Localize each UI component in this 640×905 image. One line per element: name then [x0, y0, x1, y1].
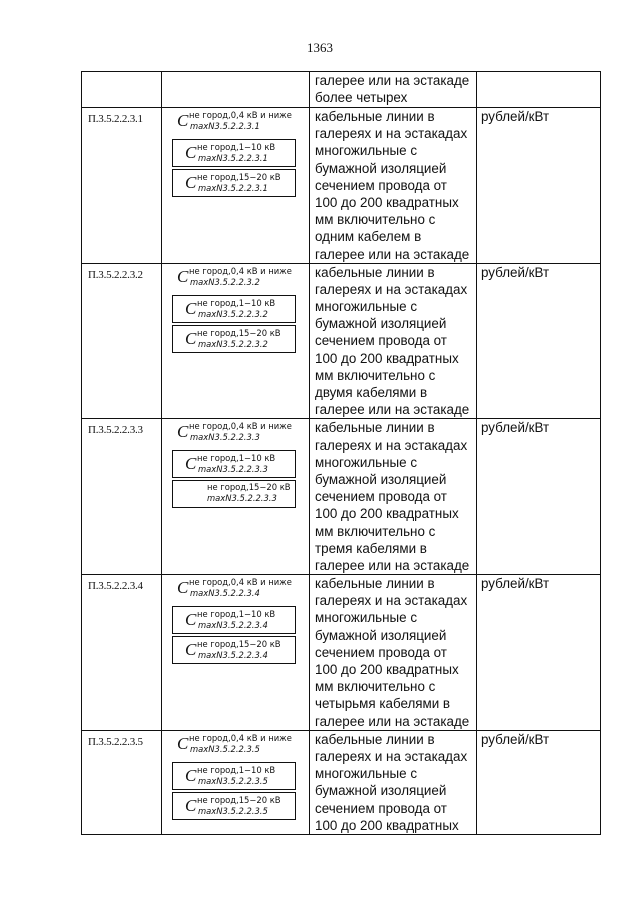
- formula-superscript: не город,15−20 кВ: [197, 794, 281, 805]
- description-line: мм включительно с: [315, 679, 436, 695]
- description-line: галерее или на эстакаде: [315, 402, 470, 418]
- description-line: многожильные с: [315, 143, 418, 159]
- description-line: кабельные линии в: [315, 420, 435, 436]
- code-cell: [82, 108, 162, 264]
- formula-symbol: C: [185, 298, 197, 318]
- description-line: галерее или на эстакаде: [315, 73, 470, 88]
- formula-subscript: maxN3.5.2.2.3.4: [198, 620, 268, 631]
- formula-subscript: maxN3.5.2.2.3.4: [190, 588, 260, 599]
- table-row: [82, 263, 601, 419]
- formula-symbol: C: [185, 765, 197, 785]
- description-cell: [310, 419, 477, 575]
- description-line: 100 до 200 квадратных: [315, 817, 459, 833]
- formula-superscript: не город,0,4 кВ и ниже: [189, 577, 292, 588]
- formula-symbol: C: [185, 454, 197, 474]
- description-line: тремя кабелями в: [315, 540, 427, 556]
- formula-1: [162, 575, 310, 603]
- formula-superscript: не город,1−10 кВ: [197, 453, 276, 464]
- description-line: многожильные с: [315, 299, 418, 315]
- unit-label: рублей/кВт: [481, 109, 550, 124]
- description-line: двумя кабелями в: [315, 385, 428, 400]
- unit-cell: [477, 263, 601, 419]
- unit-cell: [477, 108, 601, 264]
- formula-cell: [162, 730, 310, 834]
- formula-cell: [162, 419, 310, 575]
- description-line: кабельные линии в: [315, 109, 435, 124]
- description-cell: [310, 575, 477, 731]
- row-code: П.3.5.2.2.3.3: [88, 424, 143, 437]
- row-code: П.3.5.2.2.3.1: [88, 113, 143, 125]
- description-line: бумажной изоляцией: [315, 783, 447, 799]
- unit-cell: [477, 72, 601, 108]
- description-line: галерее или на эстакаде: [315, 557, 470, 573]
- row-code: П.3.5.2.2.3.4: [88, 580, 143, 593]
- formula-superscript: не город,15−20 кВ: [197, 327, 281, 338]
- formula-superscript: не город,1−10 кВ: [197, 764, 276, 775]
- description-line: бумажной изоляцией: [315, 316, 447, 332]
- table-row: [82, 419, 601, 575]
- description-line: галерее или на эстакаде: [315, 246, 470, 262]
- formula-symbol: C: [185, 143, 197, 162]
- unit-label: рублей/кВт: [481, 264, 550, 280]
- description-line: 100 до 200 квадратных: [315, 194, 459, 210]
- formula-2: [172, 762, 296, 790]
- description-line: 100 до 200 квадратных: [315, 662, 459, 677]
- description-cell: [310, 730, 477, 834]
- formula-symbol: C: [177, 733, 189, 753]
- description-line: многожильные с: [315, 610, 418, 626]
- formula-symbol: C: [185, 795, 197, 815]
- description-line: сечением провода от: [315, 333, 447, 349]
- table-row-continuation: [82, 72, 601, 108]
- formula-symbol: C: [185, 610, 197, 630]
- formula-1: [162, 419, 310, 447]
- unit-label: рублей/кВт: [481, 420, 550, 436]
- formula-2: [172, 295, 296, 323]
- code-cell: [82, 419, 162, 575]
- formula-1: [162, 108, 310, 136]
- description-line: кабельные линии в: [315, 576, 435, 592]
- formula-subscript: maxN3.5.2.2.3.5: [198, 775, 268, 786]
- description-line: кабельные линии в: [315, 264, 435, 280]
- formula-subscript: maxN3.5.2.2.3.3: [190, 432, 260, 443]
- formula-3: [172, 792, 296, 820]
- formula-symbol: C: [185, 328, 197, 348]
- formula-3: [172, 169, 296, 197]
- formula-superscript: не город,15−20 кВ: [207, 482, 291, 493]
- description-line: галереях и на эстакадах: [315, 748, 468, 764]
- table-row: [82, 730, 601, 834]
- formula-symbol: C: [185, 173, 197, 192]
- formula-subscript: maxN3.5.2.2.3.2: [198, 338, 268, 349]
- formula-subscript: maxN3.5.2.2.3.5: [198, 805, 268, 816]
- description-line: одним кабелем в: [315, 229, 422, 245]
- tariff-table: [81, 71, 601, 835]
- description-line: галереях и на эстакадах: [315, 281, 468, 297]
- code-cell: [82, 730, 162, 834]
- description-line: сечением провода от: [315, 644, 447, 660]
- formula-superscript: не город,1−10 кВ: [197, 609, 276, 620]
- formula-symbol: C: [177, 111, 189, 130]
- description-cell: [310, 72, 477, 108]
- description-line: мм включительно с: [315, 367, 436, 383]
- table-row: [82, 108, 601, 264]
- formula-2: [172, 139, 296, 167]
- description-line: сечением провода от: [315, 800, 447, 816]
- formula-1: [162, 264, 310, 292]
- description-line: 100 до 200 квадратных: [315, 506, 459, 522]
- formula-cell: [162, 263, 310, 419]
- description-line: 100 до 200 квадратных: [315, 350, 459, 366]
- description-line: многожильные с: [315, 766, 418, 782]
- description-line: бумажной изоляцией: [315, 160, 447, 176]
- formula-3: [172, 325, 296, 353]
- description-line: бумажной изоляцией: [315, 471, 447, 487]
- formula-superscript: не город,0,4 кВ и ниже: [189, 732, 292, 743]
- formula-superscript: не город,1−10 кВ: [197, 142, 276, 152]
- formula-2: [172, 606, 296, 634]
- formula-symbol: C: [177, 578, 189, 598]
- formula-3: [172, 636, 296, 664]
- description-line: кабельные линии в: [315, 731, 435, 747]
- unit-cell: [477, 419, 601, 575]
- formula-cell: [162, 575, 310, 731]
- formula-2: [172, 450, 296, 478]
- formula-subscript: maxN3.5.2.2.3.4: [198, 650, 268, 661]
- row-code: П.3.5.2.2.3.5: [88, 735, 143, 748]
- formula-superscript: не город,15−20 кВ: [197, 172, 281, 182]
- formula-subscript: maxN3.5.2.2.3.5: [190, 743, 260, 754]
- unit-label: рублей/кВт: [481, 576, 550, 592]
- formula-subscript: maxN3.5.2.2.3.1: [198, 153, 268, 163]
- description-line: галерее или на эстакаде: [315, 713, 470, 729]
- formula-symbol: C: [177, 422, 189, 442]
- description-line: сечением провода от: [315, 489, 447, 505]
- formula-cell: [162, 72, 310, 108]
- formula-subscript: maxN3.5.2.2.3.3: [198, 464, 268, 475]
- unit-cell: [477, 575, 601, 731]
- description-line: галереях и на эстакадах: [315, 593, 468, 609]
- description-line: многожильные с: [315, 454, 418, 470]
- table-row: [82, 575, 601, 731]
- formula-subscript: maxN3.5.2.2.3.1: [190, 121, 260, 131]
- description-line: четырьмя кабелями в: [315, 696, 451, 712]
- unit-label: рублей/кВт: [481, 731, 550, 747]
- formula-superscript: не город,0,4 кВ и ниже: [189, 265, 292, 276]
- description-cell: [310, 263, 477, 419]
- formula-cell: [162, 108, 310, 264]
- formula-symbol: C: [177, 266, 189, 286]
- formula-1: [162, 731, 310, 759]
- description-cell: [310, 108, 477, 264]
- description-line: сечением провода от: [315, 177, 447, 193]
- code-cell: [82, 575, 162, 731]
- formula-subscript: maxN3.5.2.2.3.3: [207, 493, 277, 504]
- formula-symbol: C: [185, 640, 197, 660]
- description-line: более четырех: [315, 90, 408, 106]
- formula-superscript: не город,0,4 кВ и ниже: [189, 421, 292, 432]
- unit-cell: [477, 730, 601, 834]
- description-line: мм включительно с: [315, 212, 436, 228]
- description-line: галереях и на эстакадах: [315, 126, 468, 142]
- formula-superscript: не город,0,4 кВ и ниже: [189, 110, 292, 120]
- formula-subscript: maxN3.5.2.2.3.2: [198, 308, 268, 319]
- formula-superscript: не город,1−10 кВ: [197, 297, 276, 308]
- formula-subscript: maxN3.5.2.2.3.2: [190, 276, 260, 287]
- description-line: бумажной изоляцией: [315, 627, 447, 643]
- description-line: галереях и на эстакадах: [315, 437, 468, 453]
- formula-superscript: не город,15−20 кВ: [197, 639, 281, 650]
- page-number: 1363: [307, 40, 333, 55]
- description-line: мм включительно с: [315, 523, 436, 539]
- code-cell: [82, 263, 162, 419]
- row-code: П.3.5.2.2.3.2: [88, 268, 143, 281]
- formula-subscript: maxN3.5.2.2.3.1: [198, 183, 268, 193]
- code-cell: [82, 72, 162, 108]
- formula-3: [172, 480, 296, 508]
